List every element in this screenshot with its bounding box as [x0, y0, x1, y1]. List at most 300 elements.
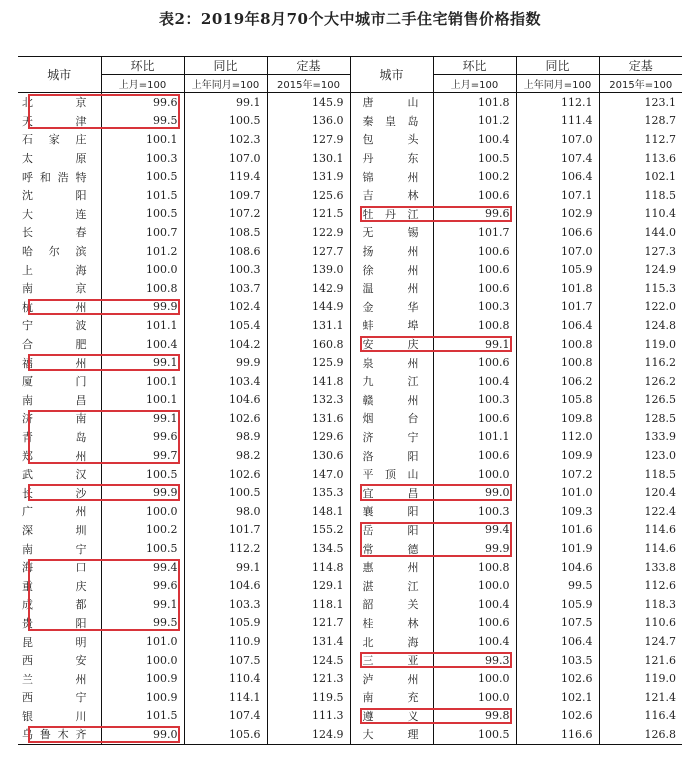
- cell-mom-left: 101.0: [101, 632, 184, 651]
- table-row: [18, 707, 682, 726]
- cell-city-right: 大 理: [350, 725, 433, 744]
- cell-yoy-left: 119.4: [184, 167, 267, 186]
- cell-mom-right: 99.9: [433, 539, 516, 558]
- cell-base-left: 147.0: [267, 465, 350, 484]
- header-mom-right: 环比: [433, 57, 516, 75]
- cell-mom-right: 100.4: [433, 632, 516, 651]
- cell-base-right: 116.4: [644, 709, 676, 723]
- cell-yoy-right: 106.4: [516, 167, 599, 186]
- header-mom-sub-left: 上月=100: [101, 75, 184, 93]
- cell-city-right: 吉 林: [350, 186, 433, 205]
- table-row: [18, 483, 682, 502]
- cell-base-left: 155.2: [267, 521, 350, 540]
- cell-yoy-left: 112.2: [184, 539, 267, 558]
- cell-yoy-right: 104.6: [516, 558, 599, 577]
- cell-yoy-left: 108.6: [184, 242, 267, 261]
- cell-base-right: 124.8: [644, 318, 676, 332]
- cell-mom-right: 101.1: [433, 428, 516, 447]
- cell-city-right: 包 头: [350, 130, 433, 149]
- cell-yoy-left: 98.2: [184, 446, 267, 465]
- cell-city-left: 北 京: [18, 93, 101, 112]
- cell-base-right: 112.7: [644, 132, 676, 146]
- cell-mom-right: 100.6: [433, 260, 516, 279]
- cell-yoy-left: 104.6: [184, 391, 267, 410]
- cell-base-left: 125.6: [267, 186, 350, 205]
- cell-base-left: 121.7: [267, 614, 350, 633]
- cell-city-right: 秦皇岛: [350, 112, 433, 131]
- cell-city-left: 长 沙: [18, 483, 101, 502]
- cell-mom-right: 101.7: [433, 223, 516, 242]
- cell-city-right: 扬 州: [350, 242, 433, 261]
- cell-base-left: 124.9: [267, 725, 350, 744]
- cell-base-left: 122.9: [267, 223, 350, 242]
- table-row: [18, 335, 682, 354]
- cell-yoy-left: 102.6: [184, 409, 267, 428]
- cell-base-left: 118.1: [267, 595, 350, 614]
- cell-city-left: 长 春: [18, 223, 101, 242]
- cell-city-left: 郑 州: [18, 446, 101, 465]
- header-base-right: 定基: [628, 59, 653, 73]
- cell-city-right: 洛 阳: [350, 446, 433, 465]
- cell-yoy-left: 105.9: [184, 614, 267, 633]
- cell-city-left: 乌鲁木齐: [18, 725, 101, 744]
- cell-mom-right: 100.6: [433, 242, 516, 261]
- cell-yoy-right: 101.7: [516, 298, 599, 317]
- cell-mom-left: 99.9: [101, 483, 184, 502]
- header-yoy-sub-right: 上年同月=100: [516, 75, 599, 93]
- cell-city-left: 哈尔滨: [18, 242, 101, 261]
- cell-yoy-right: 106.4: [516, 632, 599, 651]
- cell-yoy-right: 106.4: [516, 316, 599, 335]
- table-row: [18, 576, 682, 595]
- cell-mom-left: 100.0: [101, 260, 184, 279]
- table-title: 表2：2019年8月70个大中城市二手住宅销售价格指数: [159, 10, 541, 28]
- cell-base-right: 124.9: [644, 263, 676, 277]
- cell-yoy-left: 109.7: [184, 186, 267, 205]
- cell-city-right: 岳 阳: [350, 521, 433, 540]
- cell-mom-left: 101.5: [101, 707, 184, 726]
- cell-yoy-left: 100.3: [184, 260, 267, 279]
- cell-city-right: 温 州: [350, 279, 433, 298]
- cell-mom-right: 100.8: [433, 558, 516, 577]
- cell-yoy-left: 99.9: [184, 353, 267, 372]
- cell-yoy-right: 106.2: [516, 372, 599, 391]
- cell-mom-right: 100.0: [433, 465, 516, 484]
- cell-base-right: 126.2: [644, 374, 676, 388]
- price-index-table: [18, 56, 682, 745]
- cell-city-right: 桂 林: [350, 614, 433, 633]
- cell-base-left: 121.5: [267, 205, 350, 224]
- cell-yoy-left: 107.5: [184, 651, 267, 670]
- cell-city-left: 南 昌: [18, 391, 101, 410]
- cell-city-right: 牡丹江: [350, 205, 433, 224]
- table-row: [18, 502, 682, 521]
- table-row: [18, 298, 682, 317]
- table-row: [18, 223, 682, 242]
- cell-yoy-right: 107.4: [516, 149, 599, 168]
- cell-mom-right: 100.3: [433, 391, 516, 410]
- cell-yoy-left: 99.1: [184, 558, 267, 577]
- cell-yoy-left: 110.4: [184, 669, 267, 688]
- cell-base-left: 111.3: [267, 707, 350, 726]
- cell-city-right: 烟 台: [350, 409, 433, 428]
- table-row: [18, 725, 682, 744]
- cell-mom-left: 99.6: [101, 428, 184, 447]
- table-row: [18, 316, 682, 335]
- cell-base-left: 130.1: [267, 149, 350, 168]
- cell-city-left: 天 津: [18, 112, 101, 131]
- cell-mom-right: 99.4: [433, 521, 516, 540]
- cell-mom-right: 100.6: [433, 409, 516, 428]
- cell-base-left: 127.7: [267, 242, 350, 261]
- cell-city-left: 上 海: [18, 260, 101, 279]
- cell-yoy-right: 109.8: [516, 409, 599, 428]
- cell-yoy-left: 104.2: [184, 335, 267, 354]
- cell-base-right: 124.7: [644, 635, 676, 649]
- cell-mom-right: 100.6: [433, 614, 516, 633]
- table-row: [18, 446, 682, 465]
- cell-mom-right: 99.3: [433, 651, 516, 670]
- cell-yoy-right: 102.6: [516, 707, 599, 726]
- cell-yoy-right: 100.8: [516, 335, 599, 354]
- cell-base-right: 127.3: [644, 244, 676, 258]
- cell-yoy-right: 105.9: [516, 260, 599, 279]
- cell-yoy-right: 116.6: [516, 725, 599, 744]
- cell-yoy-left: 98.0: [184, 502, 267, 521]
- cell-yoy-right: 105.8: [516, 391, 599, 410]
- cell-base-right: 122.4: [644, 504, 676, 518]
- cell-mom-left: 100.0: [101, 651, 184, 670]
- cell-city-left: 大 连: [18, 205, 101, 224]
- cell-base-left: 121.3: [267, 669, 350, 688]
- cell-city-left: 武 汉: [18, 465, 101, 484]
- cell-city-left: 济 南: [18, 409, 101, 428]
- cell-yoy-left: 99.1: [184, 93, 267, 112]
- cell-mom-right: 99.0: [433, 483, 516, 502]
- cell-base-left: 119.5: [267, 688, 350, 707]
- cell-base-right: 123.1: [644, 95, 676, 109]
- cell-base-left: 127.9: [267, 130, 350, 149]
- cell-base-right: 113.6: [644, 151, 676, 165]
- cell-base-left: 131.4: [267, 632, 350, 651]
- cell-city-right: 锦 州: [350, 167, 433, 186]
- cell-yoy-left: 105.4: [184, 316, 267, 335]
- cell-city-right: 蚌 埠: [350, 316, 433, 335]
- cell-base-right: 126.5: [644, 393, 676, 407]
- cell-base-right: 115.3: [644, 281, 676, 295]
- cell-mom-right: 100.4: [433, 595, 516, 614]
- cell-city-right: 丹 东: [350, 149, 433, 168]
- cell-city-left: 沈 阳: [18, 186, 101, 205]
- cell-yoy-left: 103.4: [184, 372, 267, 391]
- table-row: [18, 669, 682, 688]
- cell-base-left: 124.5: [267, 651, 350, 670]
- cell-yoy-left: 108.5: [184, 223, 267, 242]
- cell-base-right: 144.0: [644, 225, 676, 239]
- cell-city-right: 三 亚: [350, 651, 433, 670]
- cell-city-left: 南 宁: [18, 539, 101, 558]
- cell-base-right: 133.9: [644, 430, 676, 444]
- cell-mom-left: 100.1: [101, 372, 184, 391]
- cell-base-left: 160.8: [267, 335, 350, 354]
- cell-mom-left: 100.8: [101, 279, 184, 298]
- table-row: [18, 186, 682, 205]
- header-base-left: 定基: [267, 57, 350, 75]
- cell-city-right: 赣 州: [350, 391, 433, 410]
- cell-city-left: 合 肥: [18, 335, 101, 354]
- cell-mom-left: 99.6: [101, 93, 184, 112]
- cell-city-right: 遵 义: [350, 707, 433, 726]
- cell-city-left: 西 宁: [18, 688, 101, 707]
- cell-city-right: 徐 州: [350, 260, 433, 279]
- cell-yoy-left: 104.6: [184, 576, 267, 595]
- header-mom-left: 环比: [101, 57, 184, 75]
- cell-base-left: 129.6: [267, 428, 350, 447]
- cell-yoy-left: 107.0: [184, 149, 267, 168]
- cell-base-right: 120.4: [644, 486, 676, 500]
- cell-mom-right: 100.6: [433, 353, 516, 372]
- cell-yoy-right: 107.0: [516, 242, 599, 261]
- cell-mom-left: 100.1: [101, 130, 184, 149]
- cell-yoy-right: 107.2: [516, 465, 599, 484]
- table-row: [18, 130, 682, 149]
- cell-city-left: 贵 阳: [18, 614, 101, 633]
- cell-city-right: 襄 阳: [350, 502, 433, 521]
- cell-city-left: 福 州: [18, 353, 101, 372]
- cell-city-left: 西 安: [18, 651, 101, 670]
- cell-yoy-right: 103.5: [516, 651, 599, 670]
- cell-yoy-left: 100.5: [184, 483, 267, 502]
- table-row: [18, 279, 682, 298]
- cell-city-left: 昆 明: [18, 632, 101, 651]
- cell-city-left: 海 口: [18, 558, 101, 577]
- cell-mom-right: 100.5: [433, 725, 516, 744]
- cell-yoy-left: 102.3: [184, 130, 267, 149]
- cell-yoy-right: 102.9: [516, 205, 599, 224]
- cell-city-left: 太 原: [18, 149, 101, 168]
- cell-city-right: 惠 州: [350, 558, 433, 577]
- cell-mom-left: 99.9: [101, 298, 184, 317]
- cell-mom-left: 100.5: [101, 465, 184, 484]
- cell-yoy-right: 111.4: [516, 112, 599, 131]
- header-city-left: 城市: [18, 57, 101, 93]
- cell-city-right: 金 华: [350, 298, 433, 317]
- cell-mom-left: 100.9: [101, 688, 184, 707]
- table-row: [18, 409, 682, 428]
- cell-mom-right: 100.4: [433, 372, 516, 391]
- cell-yoy-right: 109.9: [516, 446, 599, 465]
- header-yoy-sub-left: 上年同月=100: [184, 75, 267, 93]
- cell-mom-left: 99.6: [101, 576, 184, 595]
- cell-mom-left: 100.1: [101, 391, 184, 410]
- cell-city-right: 泸 州: [350, 669, 433, 688]
- header-base-sub-right: 2015年=100: [599, 75, 682, 93]
- cell-city-left: 深 圳: [18, 521, 101, 540]
- cell-base-left: 136.0: [267, 112, 350, 131]
- cell-yoy-right: 101.9: [516, 539, 599, 558]
- cell-mom-left: 100.5: [101, 205, 184, 224]
- cell-base-right: 126.8: [644, 727, 676, 741]
- header-city-right: 城市: [350, 57, 433, 93]
- cell-yoy-right: 107.5: [516, 614, 599, 633]
- cell-city-right: 北 海: [350, 632, 433, 651]
- cell-yoy-left: 103.3: [184, 595, 267, 614]
- cell-mom-left: 99.1: [101, 409, 184, 428]
- cell-yoy-left: 101.7: [184, 521, 267, 540]
- cell-yoy-left: 103.7: [184, 279, 267, 298]
- cell-yoy-left: 102.6: [184, 465, 267, 484]
- cell-city-right: 常 德: [350, 539, 433, 558]
- cell-city-right: 宜 昌: [350, 483, 433, 502]
- cell-mom-right: 101.2: [433, 112, 516, 131]
- cell-mom-right: 99.6: [433, 205, 516, 224]
- cell-base-right: 119.0: [644, 337, 676, 351]
- cell-city-left: 杭 州: [18, 298, 101, 317]
- cell-yoy-right: 112.0: [516, 428, 599, 447]
- cell-base-right: 118.5: [644, 467, 676, 481]
- cell-mom-left: 99.7: [101, 446, 184, 465]
- table-row: [18, 353, 682, 372]
- cell-mom-right: 100.0: [433, 669, 516, 688]
- cell-city-right: 济 宁: [350, 428, 433, 447]
- cell-yoy-left: 102.4: [184, 298, 267, 317]
- table-row: [18, 260, 682, 279]
- cell-base-left: 135.3: [267, 483, 350, 502]
- cell-city-right: 平顶山: [350, 465, 433, 484]
- cell-city-right: 泉 州: [350, 353, 433, 372]
- cell-base-right: 119.0: [644, 672, 676, 686]
- cell-yoy-left: 107.2: [184, 205, 267, 224]
- cell-mom-left: 99.1: [101, 353, 184, 372]
- cell-base-left: 129.1: [267, 576, 350, 595]
- cell-mom-left: 99.5: [101, 614, 184, 633]
- cell-yoy-right: 100.8: [516, 353, 599, 372]
- cell-mom-right: 100.5: [433, 149, 516, 168]
- cell-base-right: 133.8: [644, 560, 676, 574]
- table-row: [18, 205, 682, 224]
- cell-mom-right: 100.2: [433, 167, 516, 186]
- table-row: [18, 614, 682, 633]
- cell-yoy-left: 110.9: [184, 632, 267, 651]
- cell-city-left: 重 庆: [18, 576, 101, 595]
- cell-mom-left: 100.5: [101, 539, 184, 558]
- table-row: [18, 465, 682, 484]
- cell-base-left: 142.9: [267, 279, 350, 298]
- cell-base-left: 139.0: [267, 260, 350, 279]
- cell-base-left: 131.6: [267, 409, 350, 428]
- cell-mom-right: 100.3: [433, 502, 516, 521]
- cell-city-right: 安 庆: [350, 335, 433, 354]
- cell-yoy-right: 106.6: [516, 223, 599, 242]
- cell-yoy-right: 112.1: [516, 93, 599, 112]
- cell-base-right: 110.6: [644, 616, 676, 630]
- cell-mom-left: 101.1: [101, 316, 184, 335]
- table-row: [18, 428, 682, 447]
- cell-base-right: 121.4: [644, 690, 676, 704]
- cell-base-left: 145.9: [267, 93, 350, 112]
- cell-mom-right: 100.6: [433, 279, 516, 298]
- cell-mom-right: 100.0: [433, 576, 516, 595]
- cell-mom-right: 100.0: [433, 688, 516, 707]
- cell-yoy-right: 102.1: [516, 688, 599, 707]
- table-row: [18, 558, 682, 577]
- cell-city-left: 南 京: [18, 279, 101, 298]
- cell-city-right: 九 江: [350, 372, 433, 391]
- cell-mom-left: 101.2: [101, 242, 184, 261]
- cell-base-left: 125.9: [267, 353, 350, 372]
- cell-base-right: 114.6: [644, 523, 676, 537]
- cell-yoy-right: 105.9: [516, 595, 599, 614]
- cell-mom-left: 99.1: [101, 595, 184, 614]
- cell-mom-left: 99.5: [101, 112, 184, 131]
- cell-base-left: 141.8: [267, 372, 350, 391]
- table-row: [18, 632, 682, 651]
- table-row: [18, 112, 682, 131]
- cell-base-left: 132.3: [267, 391, 350, 410]
- cell-base-right: 121.6: [644, 653, 676, 667]
- table-row: [18, 688, 682, 707]
- cell-yoy-right: 107.0: [516, 130, 599, 149]
- cell-mom-right: 100.8: [433, 316, 516, 335]
- table-row: [18, 242, 682, 261]
- header-yoy-left: 同比: [184, 57, 267, 75]
- cell-yoy-left: 107.4: [184, 707, 267, 726]
- cell-base-left: 131.9: [267, 167, 350, 186]
- cell-base-left: 144.9: [267, 298, 350, 317]
- cell-base-right: 114.6: [644, 542, 676, 556]
- cell-city-left: 银 川: [18, 707, 101, 726]
- cell-base-left: 131.1: [267, 316, 350, 335]
- table-row: [18, 167, 682, 186]
- cell-base-right: 118.5: [644, 188, 676, 202]
- cell-yoy-right: 101.0: [516, 483, 599, 502]
- cell-city-left: 石家庄: [18, 130, 101, 149]
- header-mom-sub-right: 上月=100: [433, 75, 516, 93]
- cell-yoy-right: 107.1: [516, 186, 599, 205]
- table-row: [18, 149, 682, 168]
- cell-yoy-right: 102.6: [516, 669, 599, 688]
- cell-base-right: 112.6: [644, 579, 676, 593]
- cell-city-left: 呼和浩特: [18, 167, 101, 186]
- cell-base-left: 130.6: [267, 446, 350, 465]
- cell-mom-left: 100.9: [101, 669, 184, 688]
- cell-yoy-left: 105.6: [184, 725, 267, 744]
- table-body: [18, 93, 682, 745]
- cell-yoy-left: 100.5: [184, 112, 267, 131]
- cell-city-right: 南 充: [350, 688, 433, 707]
- cell-city-right: 唐 山: [350, 93, 433, 112]
- cell-mom-right: 99.1: [433, 335, 516, 354]
- cell-mom-left: 100.4: [101, 335, 184, 354]
- cell-base-right: 110.4: [644, 207, 676, 221]
- cell-mom-left: 99.0: [101, 725, 184, 744]
- cell-mom-left: 99.4: [101, 558, 184, 577]
- cell-city-left: 宁 波: [18, 316, 101, 335]
- cell-city-left: 青 岛: [18, 428, 101, 447]
- cell-mom-left: 100.0: [101, 502, 184, 521]
- table-row: [18, 372, 682, 391]
- cell-mom-right: 100.4: [433, 130, 516, 149]
- cell-city-left: 成 都: [18, 595, 101, 614]
- cell-base-right: 116.2: [644, 356, 676, 370]
- cell-mom-left: 101.5: [101, 186, 184, 205]
- cell-base-right: 122.0: [644, 300, 676, 314]
- cell-base-right: 128.5: [644, 411, 676, 425]
- cell-city-left: 广 州: [18, 502, 101, 521]
- cell-yoy-right: 101.6: [516, 521, 599, 540]
- cell-mom-left: 100.5: [101, 167, 184, 186]
- cell-yoy-right: 99.5: [516, 576, 599, 595]
